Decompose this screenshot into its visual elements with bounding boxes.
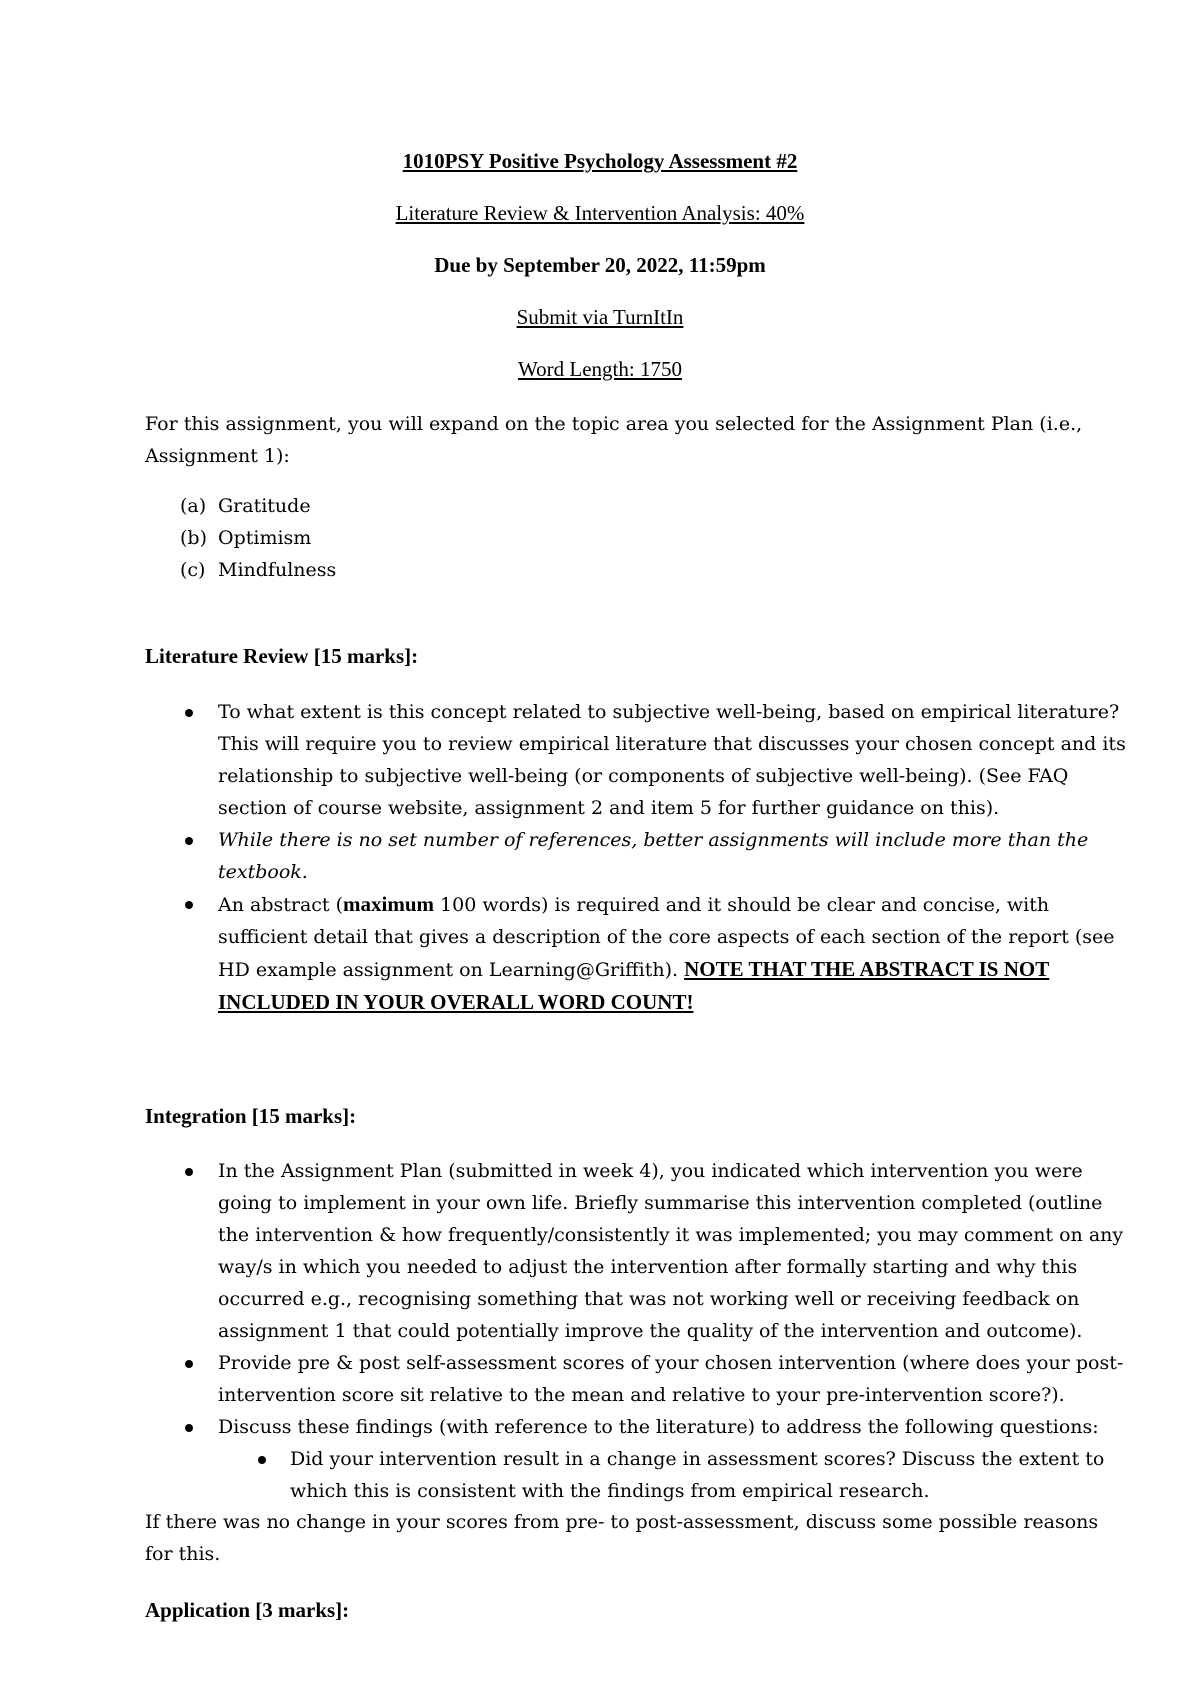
integration-heading: Integration [15 marks]: (145, 1104, 357, 1128)
topic-options-list (145, 490, 1120, 586)
list-item: While there is no set number of references, better assignments will include more than the textbook. (145, 824, 1135, 888)
topic-option-text: Mindfulness (218, 559, 337, 581)
topic-option (145, 554, 1120, 586)
topic-option-label: (a) (180, 495, 207, 517)
integration-list (145, 1155, 1135, 1507)
topic-option-text: Gratitude (218, 495, 311, 517)
sub-list-item: Did your intervention result in a change in assessment scores? Discuss the extent to which this is consistent with the findings from empirical research. (218, 1443, 1135, 1507)
list-item (145, 888, 1135, 1019)
list-item: In the Assignment Plan (submitted in week 4), you indicated which intervention you were going to implement in your own life. Briefly summarise this intervention completed (outline the intervention & how frequently/consistently it was implemented; you may comment on any way/s in which you needed to adjust the intervention after formally starting and why this occurred e.g., recognising something that was not working well or receiving feedback on assignment 1 that could potentially improve the quality of the intervention and outcome). (145, 1155, 1135, 1347)
word-count-note: NOTE THAT THE ABSTRACT IS NOT INCLUDED IN YOUR OVERALL WORD COUNT! (218, 957, 1050, 1014)
word-length: Word Length: 1750 (518, 357, 682, 381)
topic-option-text: Optimism (218, 527, 312, 549)
topic-option-label: (c) (180, 559, 206, 581)
application-heading: Application [3 marks]: (145, 1598, 350, 1622)
document-title: 1010PSY Positive Psychology Assessment #2 (402, 149, 798, 173)
literature-review-list (145, 696, 1135, 1019)
no-change-paragraph: If there was no change in your scores from pre- to post-assessment, discuss some possible reasons for this. (145, 1511, 1099, 1565)
sub-list (218, 1443, 1135, 1507)
discuss-findings-text: Discuss these findings (with reference to the literature) to address the following questions: (218, 1416, 1099, 1438)
abstract-text-pre: An abstract ( (218, 894, 344, 916)
list-item (145, 1411, 1135, 1507)
list-item: To what extent is this concept related to subjective well-being, based on empirical literature? This will require you to review empirical literature that discusses your chosen concept and its relationship to subjective well-being (or components of subjective well-being). (See FAQ section of course website, assignment 2 and item 5 for further guidance on this). (145, 696, 1135, 824)
list-item: Provide pre & post self-assessment scores of your chosen intervention (where does your post-intervention score sit relative to the mean and relative to your pre-intervention score?). (145, 1347, 1135, 1411)
due-date: Due by September 20, 2022, 11:59pm (434, 253, 766, 277)
submission-method: Submit via TurnItIn (516, 305, 684, 329)
intro-paragraph: For this assignment, you will expand on the topic area you selected for the Assignment Plan (i.e., Assignment 1): (145, 413, 1083, 467)
topic-option (145, 490, 1120, 522)
abstract-maximum: maximum (343, 892, 435, 916)
topic-option-label: (b) (180, 527, 207, 549)
topic-option (145, 522, 1120, 554)
abstract-text-post: 100 words) is required and it should be clear and concise, with sufficient detail that gives a description of the core aspects of each section of the report (see HD example assignment on Learning@Griffith). (218, 894, 1115, 981)
literature-review-heading: Literature Review [15 marks]: (145, 644, 419, 668)
document-subtitle: Literature Review & Intervention Analysis: 40% (395, 201, 805, 225)
